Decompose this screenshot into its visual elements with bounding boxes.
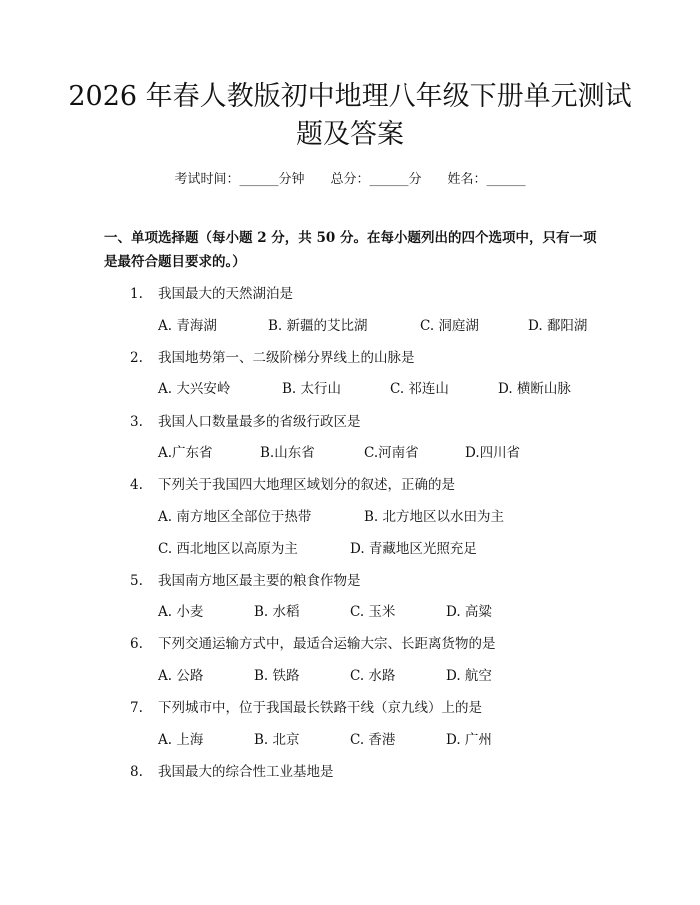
question-number: 8.	[130, 764, 143, 780]
question-1	[130, 282, 293, 302]
question-number: 1.	[130, 286, 143, 302]
question-6	[130, 632, 496, 652]
question-3	[130, 410, 361, 430]
question-stem: 下列交通运输方式中，最适合运输大宗、长距离货物的是	[158, 636, 496, 652]
option-a: A. 小麦	[158, 604, 204, 620]
section-heading: 一、单项选择题（每小题 2 分，共 50 分。在每小题列出的四个选项中，只有一项是最符合题目要求的。）	[104, 230, 597, 270]
option-b: B. 水稻	[254, 604, 300, 620]
question-5	[130, 569, 361, 589]
question-4	[130, 473, 455, 493]
option-c: C. 玉米	[350, 604, 396, 620]
option-d: D. 广州	[446, 732, 492, 748]
question-stem: 我国最大的天然湖泊是	[158, 286, 293, 302]
question-8	[130, 760, 334, 780]
question-stem: 我国地势第一、二级阶梯分界线上的山脉是	[158, 350, 415, 366]
question-7	[130, 696, 482, 716]
option-b: B. 新疆的艾比湖	[268, 318, 368, 334]
option-a: A. 公路	[158, 668, 204, 684]
option-d: D. 鄱阳湖	[528, 318, 588, 334]
option-d: D. 航空	[446, 668, 492, 684]
option-d: D. 横断山脉	[498, 381, 571, 397]
option-d: D.四川省	[465, 445, 521, 461]
question-number: 5.	[130, 573, 143, 589]
option-b: B.山东省	[260, 445, 315, 461]
question-number: 2.	[130, 350, 143, 366]
question-stem: 下列关于我国四大地理区域划分的叙述，正确的是	[158, 477, 455, 493]
question-number: 3.	[130, 414, 143, 430]
exam-meta	[0, 168, 700, 187]
option-b: B. 太行山	[282, 381, 342, 397]
option-b: B. 铁路	[254, 668, 300, 684]
option-a: A. 上海	[158, 732, 204, 748]
option-a: A.广东省	[158, 445, 213, 461]
option-b: B. 北京	[254, 732, 300, 748]
option-c: C. 洞庭湖	[420, 318, 479, 334]
option-c: C.河南省	[364, 445, 419, 461]
question-number: 4.	[130, 477, 143, 493]
question-number: 7.	[130, 700, 143, 716]
option-d: D. 青藏地区光照充足	[350, 541, 477, 557]
question-stem: 我国最大的综合性工业基地是	[158, 764, 334, 780]
total-score-field: 总分：______分	[330, 172, 422, 187]
question-number: 6.	[130, 636, 143, 652]
option-a: A. 青海湖	[158, 318, 217, 334]
option-c: C. 西北地区以高原为主	[158, 541, 298, 557]
question-2	[130, 346, 415, 366]
option-c: C. 水路	[350, 668, 396, 684]
question-stem: 我国人口数量最多的省级行政区是	[158, 414, 361, 430]
option-a: A. 南方地区全部位于热带	[158, 509, 312, 525]
option-a: A. 大兴安岭	[158, 381, 231, 397]
option-b: B. 北方地区以水田为主	[364, 509, 505, 525]
question-stem: 下列城市中，位于我国最长铁路干线（京九线）上的是	[158, 700, 482, 716]
question-stem: 我国南方地区最主要的粮食作物是	[158, 573, 361, 589]
page-title: 2026 年春人教版初中地理八年级下册单元测试题及答案	[68, 81, 632, 150]
option-c: C. 祁连山	[390, 381, 449, 397]
option-d: D. 高粱	[446, 604, 492, 620]
exam-time-field: 考试时间：______分钟	[174, 172, 305, 187]
student-name-field: 姓名：______	[447, 172, 526, 187]
option-c: C. 香港	[350, 732, 396, 748]
